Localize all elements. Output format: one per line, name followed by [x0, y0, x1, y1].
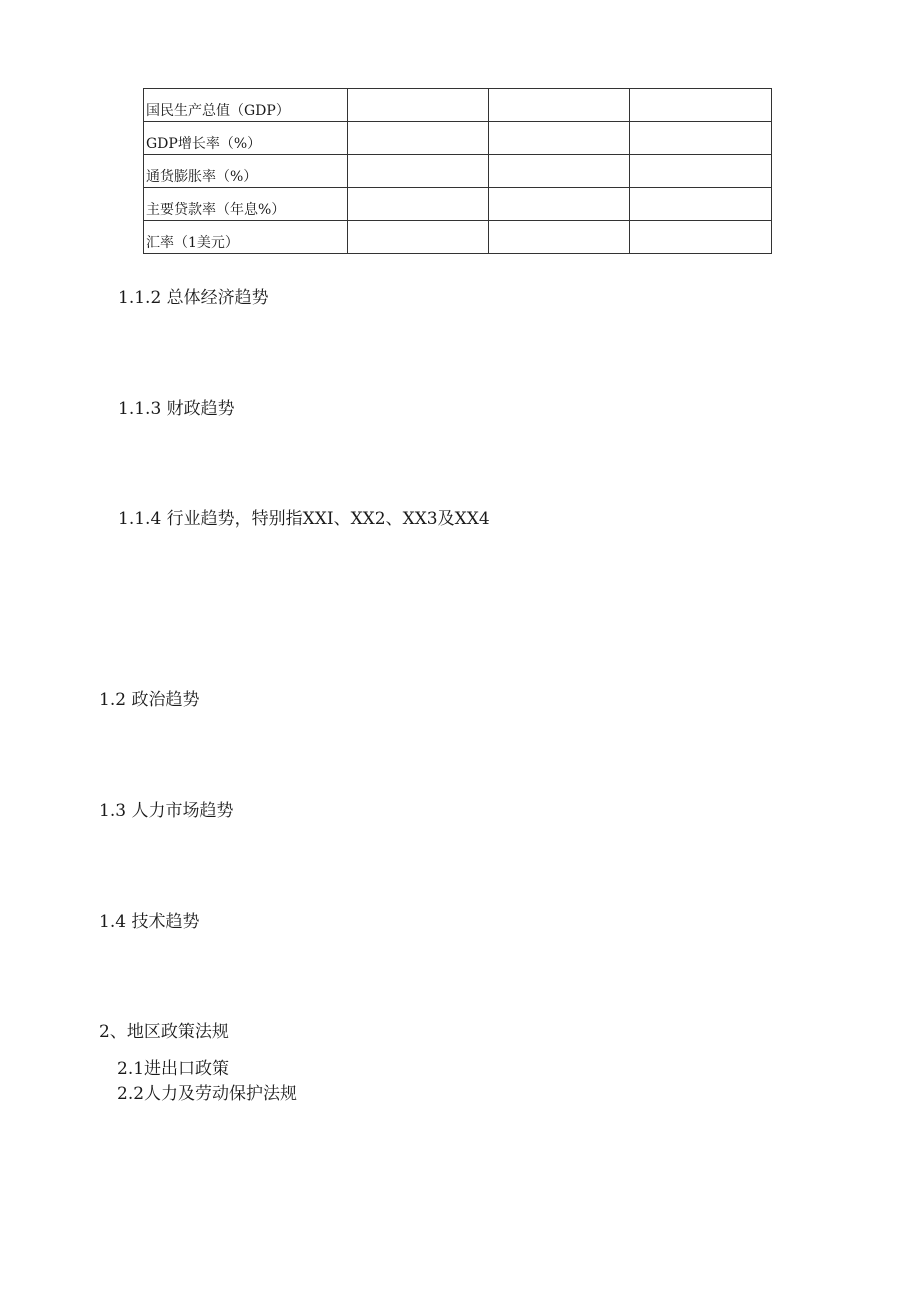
row-label-exchange-rate: 汇率（1美元） [144, 221, 348, 254]
table-cell [348, 122, 489, 155]
table-cell [348, 188, 489, 221]
heading-labor-protection-regulations: 2.2人力及劳动保护法规 [117, 1084, 298, 1104]
table-cell [348, 89, 489, 122]
heading-technology-trend: 1.4 技术趋势 [99, 912, 200, 932]
table-cell [630, 122, 772, 155]
heading-import-export-policy: 2.1进出口政策 [117, 1059, 230, 1079]
table-cell [348, 155, 489, 188]
table-cell [489, 221, 630, 254]
table-row [144, 89, 772, 122]
table-cell [630, 188, 772, 221]
heading-political-trend: 1.2 政治趋势 [99, 690, 200, 710]
table-row [144, 122, 772, 155]
heading-industry-trend: 1.1.4 行业趋势，特别指XXI、XX2、XX3及XX4 [118, 509, 490, 529]
table-cell [489, 122, 630, 155]
table-row [144, 188, 772, 221]
table-row [144, 221, 772, 254]
heading-labor-market-trend: 1.3 人力市场趋势 [99, 801, 234, 821]
table-row [144, 155, 772, 188]
economic-indicators-table [143, 88, 772, 254]
table-cell [630, 155, 772, 188]
row-label-gdp: 国民生产总值（GDP） [144, 89, 348, 122]
table-cell [348, 221, 489, 254]
table-cell [489, 155, 630, 188]
table-cell [489, 89, 630, 122]
heading-fiscal-trend: 1.1.3 财政趋势 [118, 399, 235, 419]
row-label-gdp-growth: GDP增长率（%） [144, 122, 348, 155]
heading-overall-economic-trend: 1.1.2 总体经济趋势 [118, 288, 269, 308]
table-cell [630, 89, 772, 122]
heading-regional-policy: 2、地区政策法规 [99, 1022, 229, 1042]
row-label-loan-rate: 主要贷款率（年息%） [144, 188, 348, 221]
table-cell [630, 221, 772, 254]
row-label-inflation: 通货膨胀率（%） [144, 155, 348, 188]
table-cell [489, 188, 630, 221]
